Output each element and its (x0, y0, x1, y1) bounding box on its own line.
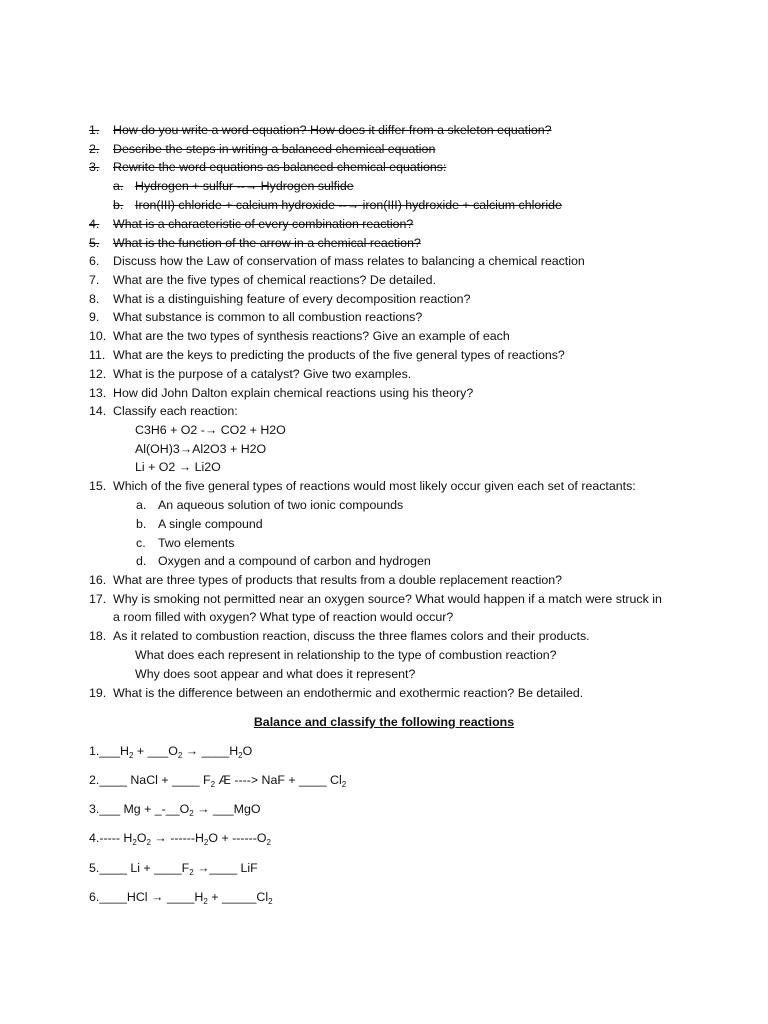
question-text: Classify each reaction: (113, 404, 238, 418)
question-number: 6. (89, 254, 100, 268)
question-number: 18. (89, 629, 107, 643)
question-text: How do you write a word equation? How does it differ from a skeleton equation? (113, 123, 552, 137)
question-letter: a. (136, 498, 147, 512)
subscript: 2 (128, 751, 134, 760)
question-text: Rewrite the word equations as balanced chemical equations: (113, 160, 447, 174)
question-number: 14. (89, 404, 107, 418)
subscript: 2 (203, 897, 208, 906)
subscript: 2 (189, 868, 194, 877)
equation-number: 4. (89, 831, 100, 845)
blank: ___ (147, 744, 169, 758)
question-text: How did John Dalton explain chemical reactions using his theory? (113, 386, 474, 400)
question-text: What is a distinguishing feature of every decomposition reaction? (113, 292, 471, 306)
formula-part: O (242, 744, 253, 758)
question-text: Hydrogen + sulfur --→ Hydrogen sulfide (135, 179, 354, 193)
equation-number: 2. (89, 773, 100, 787)
subscript: 2 (146, 838, 151, 847)
equation-text: → ___MgO (193, 802, 261, 816)
question-number: 12. (89, 367, 107, 381)
question-number: 2. (89, 142, 100, 156)
question-text: What are three types of products that results from a double replacement reaction? (113, 573, 563, 587)
question-letter: a. (113, 179, 124, 193)
equation-number: 1. (89, 744, 100, 758)
blank: ____ (201, 744, 230, 758)
equation-text: → ------H (150, 831, 204, 845)
blank: ___ (99, 744, 121, 758)
equation-number: 6. (89, 890, 100, 904)
reaction-text: Li + O2 → Li2O (135, 460, 221, 474)
reaction-text: C3H6 + O2 -→ CO2 + H2O (135, 423, 286, 437)
question-text: Why is smoking not permitted near an oxygen source? What would happen if a match were struck in (113, 592, 662, 606)
question-text: a room filled with oxygen? What type of reaction would occur? (113, 610, 454, 624)
equation-3 (89, 802, 261, 817)
equation-text: →____ LiF (193, 861, 258, 875)
question-text: Which of the five general types of reactions would most likely occur given each set of reactants: (113, 479, 636, 493)
question-letter: b. (136, 517, 147, 531)
question-number: 16. (89, 573, 107, 587)
subscript: 2 (132, 838, 137, 847)
question-letter: b. (113, 198, 124, 212)
subscript: 2 (341, 780, 347, 789)
equation-text: ____ NaCl + ____ F (99, 773, 211, 787)
equation-number: 3. (89, 802, 100, 816)
subscript: 2 (268, 897, 273, 906)
reaction-text: Al(OH)3→Al2O3 + H2O (135, 442, 267, 456)
question-number: 5. (89, 236, 100, 250)
question-text: Oxygen and a compound of carbon and hydrogen (158, 554, 431, 568)
question-number: 10. (89, 329, 107, 343)
equation-text: ----- H (99, 831, 133, 845)
equation-text: O (136, 831, 147, 845)
question-text: What is the function of the arrow in a chemical reaction? (113, 236, 421, 250)
question-text: Why does soot appear and what does it represent? (135, 667, 416, 681)
question-letter: c. (136, 536, 146, 550)
question-text: An aqueous solution of two ionic compounds (158, 498, 404, 512)
question-text: As it related to combustion reaction, discuss the three flames colors and their products. (113, 629, 590, 643)
question-number: 7. (89, 273, 100, 287)
question-text: What does each represent in relationship to the type of combustion reaction? (135, 648, 557, 662)
question-number: 1. (89, 123, 100, 137)
arrow: → (182, 744, 202, 758)
question-text: What are the keys to predicting the products of the five general types of reactions? (113, 348, 565, 362)
question-text: What is a characteristic of every combination reaction? (113, 217, 414, 231)
question-text: A single compound (158, 517, 263, 531)
question-text: What substance is common to all combustion reactions? (113, 310, 423, 324)
subscript: 2 (266, 838, 271, 847)
question-text: What is the difference between an endothermic and exothermic reaction? Be detailed. (113, 686, 584, 700)
question-number: 15. (89, 479, 107, 493)
question-number: 3. (89, 160, 100, 174)
question-text: Iron(III) chloride + calcium hydroxide --→ iron(III) hydroxide + calcium chloride (135, 198, 562, 212)
equation-2 (89, 773, 346, 788)
subscript: 2 (238, 751, 243, 760)
formula-part: O (168, 744, 178, 758)
equation-text: + _____Cl (207, 890, 269, 904)
subscript: 2 (203, 838, 209, 847)
question-text: What is the purpose of a catalyst? Give two examples. (113, 367, 412, 381)
question-number: 13. (89, 386, 107, 400)
equation-6 (89, 890, 273, 905)
formula-part: H (120, 744, 129, 758)
question-number: 9. (89, 310, 100, 324)
question-letter: d. (136, 554, 147, 568)
question-number: 11. (89, 348, 106, 362)
question-text: Discuss how the Law of conservation of mass relates to balancing a chemical reaction (113, 254, 585, 268)
question-text: Describe the steps in writing a balanced chemical equation (113, 142, 436, 156)
subscript: 2 (210, 780, 216, 789)
subscript: 2 (189, 809, 194, 818)
question-text: What are the two types of synthesis reactions? Give an example of each (113, 329, 510, 343)
equation-text: ___ Mg + _-__O (99, 802, 190, 816)
equation-text: Æ ----> NaF + ____ Cl (215, 773, 342, 787)
plus-sign: + (133, 744, 148, 758)
question-number: 4. (89, 217, 100, 231)
equation-text: ____ Li + ____F (99, 861, 190, 875)
equation-4 (89, 831, 271, 846)
formula-part: H (229, 744, 239, 758)
equation-text: O + ------O (208, 831, 267, 845)
equation-number: 5. (89, 861, 100, 875)
equation-text: ____HCl → ____H (99, 890, 204, 904)
equation-5 (89, 861, 258, 876)
equation-1 (89, 744, 252, 759)
question-number: 8. (89, 292, 100, 306)
section-heading: Balance and classify the following reactions (253, 715, 515, 729)
question-number: 19. (89, 686, 107, 700)
question-text: What are the five types of chemical reactions? De detailed. (113, 273, 437, 287)
question-text: Two elements (158, 536, 235, 550)
subscript: 2 (177, 751, 183, 760)
question-number: 17. (89, 592, 107, 606)
